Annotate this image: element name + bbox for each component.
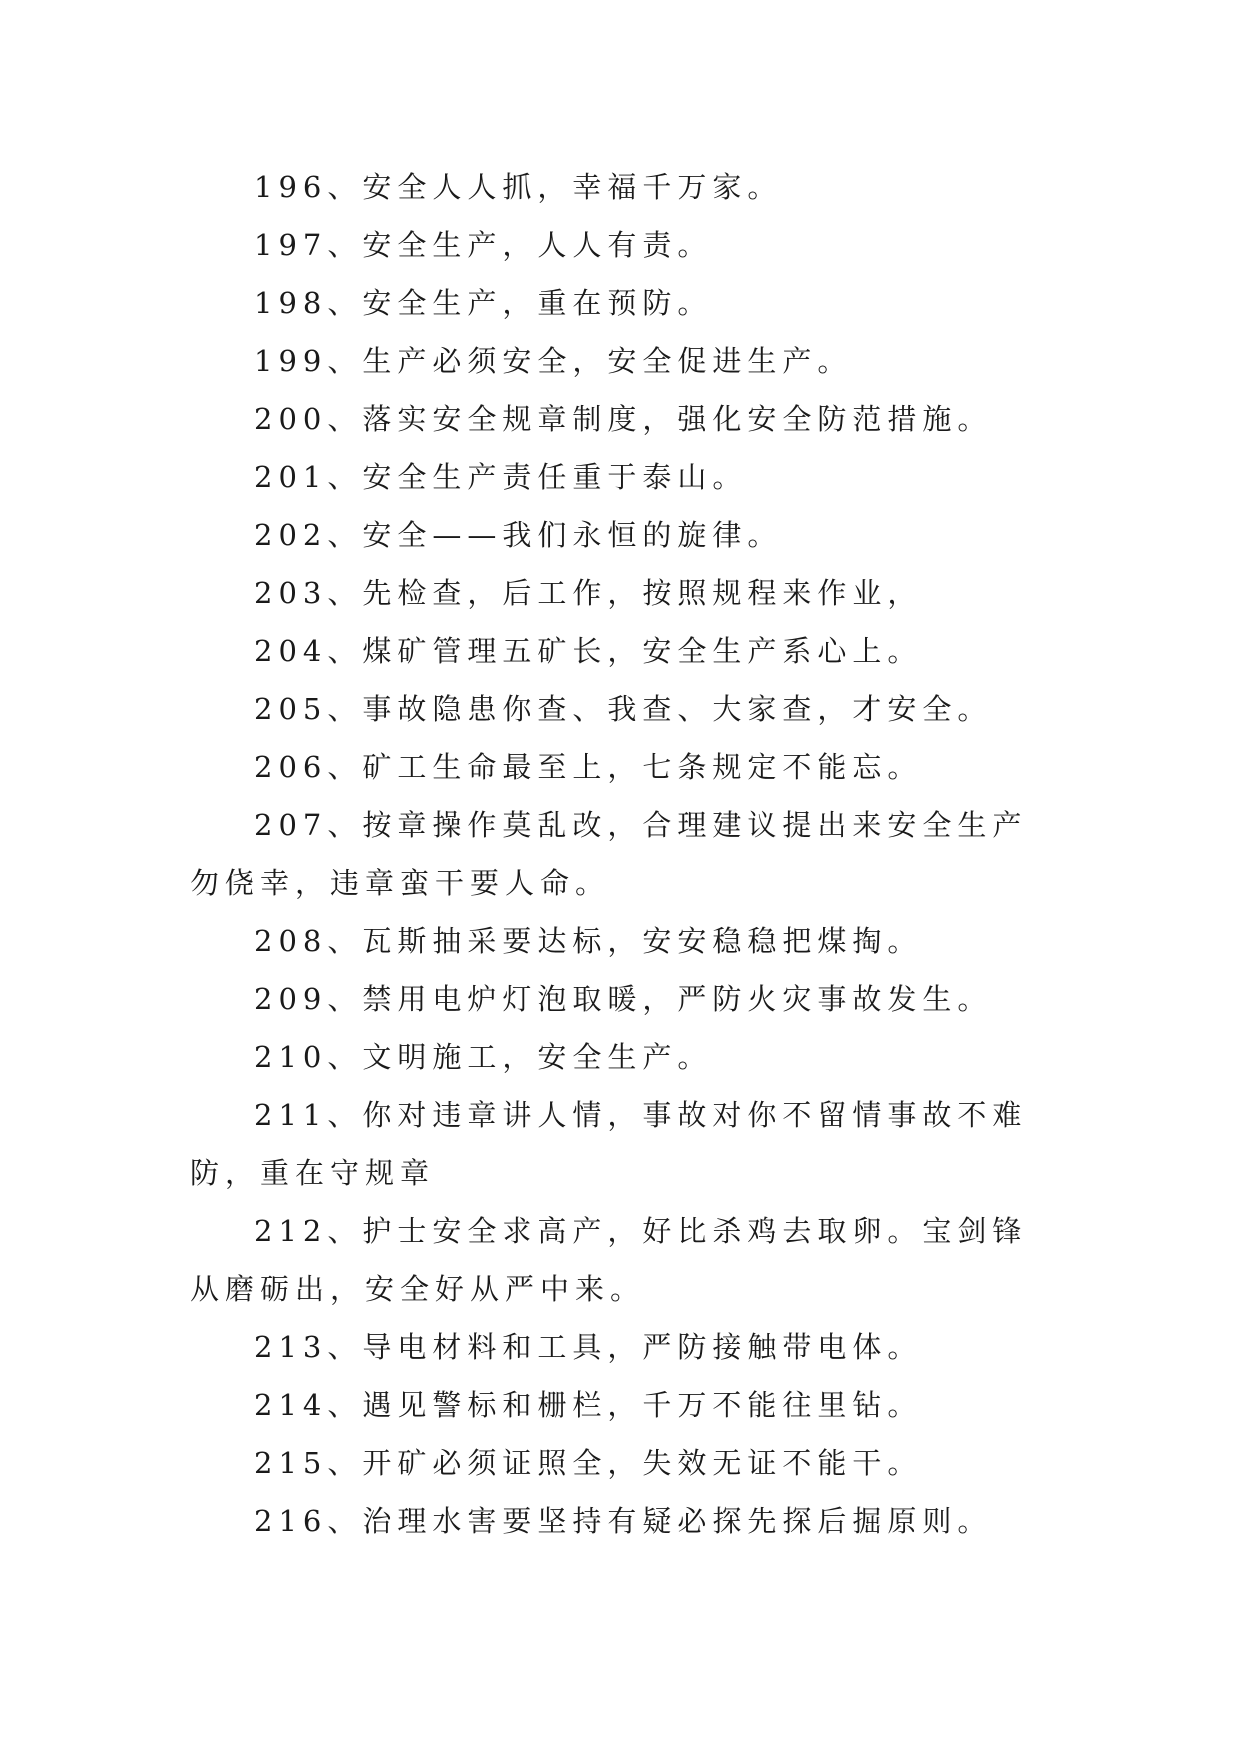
paragraph-197: 197、安全生产，人人有责。	[254, 228, 713, 262]
paragraph-211: 211、你对违章讲人情，事故对你不留情事故不难防，重在守规章	[190, 1098, 1028, 1190]
paragraph-204: 204、煤矿管理五矿长，安全生产系心上。	[254, 634, 923, 668]
paragraph-205: 205、事故隐患你查、我查、大家查，才安全。	[254, 692, 993, 726]
paragraph-198: 198、安全生产，重在预防。	[254, 286, 713, 320]
paragraph-196: 196、安全人人抓，幸福千万家。	[254, 170, 783, 204]
document-body	[190, 158, 1060, 1550]
paragraph-213: 213、导电材料和工具，严防接触带电体。	[254, 1330, 923, 1364]
paragraph-210: 210、文明施工，安全生产。	[254, 1040, 713, 1074]
paragraph-202: 202、安全——我们永恒的旋律。	[254, 518, 783, 552]
paragraph-215: 215、开矿必须证照全，失效无证不能干。	[254, 1446, 923, 1480]
paragraph-207: 207、按章操作莫乱改，合理建议提出来安全生产勿侥幸，违章蛮干要人命。	[190, 808, 1028, 900]
paragraph-200: 200、落实安全规章制度，强化安全防范措施。	[254, 402, 993, 436]
paragraph-206: 206、矿工生命最至上，七条规定不能忘。	[254, 750, 923, 784]
paragraph-203: 203、先检查，后工作，按照规程来作业，	[254, 576, 923, 610]
paragraph-209: 209、禁用电炉灯泡取暖，严防火灾事故发生。	[254, 982, 993, 1016]
paragraph-214: 214、遇见警标和栅栏，千万不能往里钻。	[254, 1388, 923, 1422]
paragraph-208: 208、瓦斯抽采要达标，安安稳稳把煤掏。	[254, 924, 923, 958]
paragraph-199: 199、生产必须安全，安全促进生产。	[254, 344, 853, 378]
paragraph-201: 201、安全生产责任重于泰山。	[254, 460, 748, 494]
paragraph-216: 216、治理水害要坚持有疑必探先探后掘原则。	[254, 1504, 993, 1538]
paragraph-212: 212、护士安全求高产，好比杀鸡去取卵。宝剑锋从磨砺出，安全好从严中来。	[190, 1214, 1028, 1306]
